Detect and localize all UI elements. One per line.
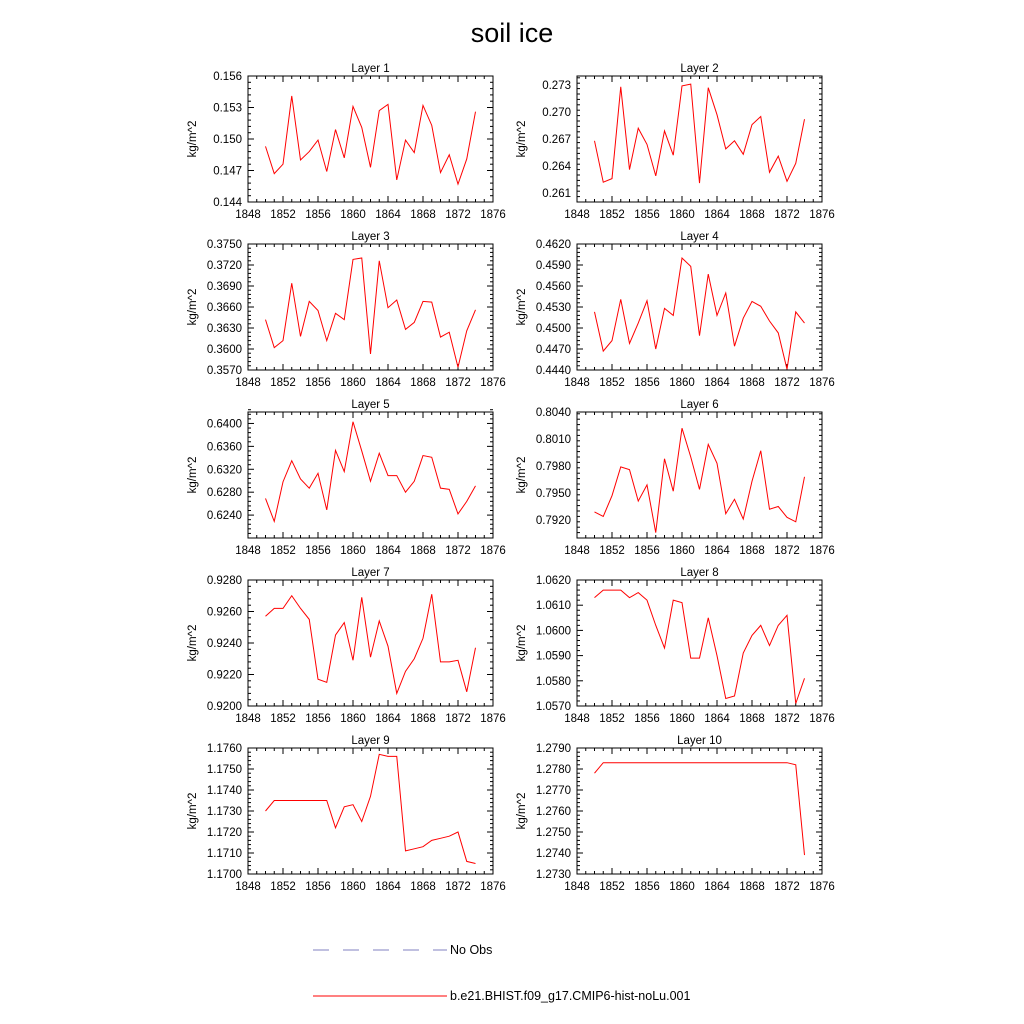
plot-frame — [248, 748, 493, 874]
x-tick-label: 1864 — [375, 713, 401, 725]
x-tick-label: 1856 — [305, 377, 331, 389]
y-tick-label: 0.156 — [213, 71, 242, 83]
panel-layer-8 — [516, 567, 835, 725]
x-tick-label: 1852 — [599, 713, 625, 725]
y-tick-label: 0.3690 — [206, 281, 242, 293]
y-tick-label: 0.273 — [542, 80, 571, 92]
x-tick-label: 1864 — [704, 209, 730, 221]
y-tick-label: 1.1760 — [206, 743, 242, 755]
x-tick-label: 1852 — [270, 377, 296, 389]
y-tick-label: 1.2760 — [535, 806, 571, 818]
panel-layer-9 — [187, 735, 506, 893]
series-line — [266, 594, 476, 693]
y-tick-label: 1.1700 — [206, 869, 242, 881]
y-tick-label: 0.9220 — [206, 669, 242, 682]
y-tick-label: 0.3660 — [206, 302, 242, 314]
x-tick-label: 1856 — [305, 209, 331, 221]
x-tick-label: 1852 — [599, 881, 625, 893]
y-tick-label: 0.144 — [213, 197, 242, 209]
y-tick-label: 1.1730 — [206, 806, 242, 818]
x-tick-label: 1852 — [599, 545, 625, 557]
x-tick-label: 1860 — [340, 377, 366, 389]
x-tick-label: 1848 — [564, 881, 590, 893]
x-tick-label: 1864 — [375, 377, 401, 389]
y-axis-label: kg/m^2 — [516, 456, 528, 494]
x-tick-label: 1860 — [340, 713, 366, 725]
x-tick-label: 1876 — [480, 545, 506, 557]
x-tick-label: 1876 — [809, 377, 835, 389]
y-tick-label: 1.1740 — [206, 785, 242, 797]
x-tick-label: 1872 — [445, 209, 471, 221]
x-tick-label: 1876 — [480, 713, 506, 725]
y-axis-label: kg/m^2 — [187, 120, 199, 158]
x-tick-label: 1872 — [445, 881, 471, 893]
x-tick-label: 1872 — [774, 377, 800, 389]
series-line — [595, 428, 805, 532]
y-tick-label: 1.1750 — [206, 764, 242, 776]
x-tick-label: 1860 — [340, 545, 366, 557]
y-axis-label: kg/m^2 — [516, 288, 528, 326]
x-tick-label: 1852 — [270, 209, 296, 221]
legend-entry-model — [313, 989, 690, 1003]
y-tick-label: 0.261 — [542, 188, 571, 200]
y-tick-label: 0.6400 — [206, 418, 242, 431]
x-tick-label: 1860 — [669, 545, 695, 557]
x-tick-label: 1868 — [410, 377, 436, 389]
y-tick-label: 0.9280 — [206, 575, 242, 587]
y-axis-label: kg/m^2 — [516, 120, 528, 158]
y-axis-label: kg/m^2 — [187, 624, 199, 662]
panel-grid — [187, 63, 835, 893]
x-tick-label: 1852 — [270, 713, 296, 725]
x-tick-label: 1876 — [809, 881, 835, 893]
y-tick-label: 0.3750 — [206, 239, 242, 251]
x-tick-label: 1868 — [410, 713, 436, 725]
y-tick-label: 0.7920 — [535, 515, 571, 527]
y-tick-label: 1.2730 — [535, 869, 571, 881]
x-tick-label: 1848 — [564, 209, 590, 221]
x-tick-label: 1864 — [704, 881, 730, 893]
x-tick-label: 1848 — [564, 377, 590, 389]
series-line — [595, 590, 805, 703]
x-tick-label: 1868 — [410, 881, 436, 893]
series-line — [595, 763, 805, 855]
x-tick-label: 1852 — [270, 545, 296, 557]
plot-frame — [248, 412, 493, 538]
y-tick-label: 1.0590 — [535, 650, 571, 663]
x-tick-label: 1876 — [480, 881, 506, 893]
x-tick-label: 1856 — [305, 713, 331, 725]
y-tick-label: 0.4560 — [535, 281, 571, 293]
panel-title: Layer 1 — [351, 63, 390, 75]
x-tick-label: 1864 — [704, 545, 730, 557]
x-tick-label: 1876 — [809, 545, 835, 557]
y-axis-label: kg/m^2 — [516, 624, 528, 662]
y-tick-label: 0.264 — [542, 161, 571, 173]
y-tick-label: 1.0600 — [535, 625, 571, 638]
series-line — [595, 84, 805, 183]
x-tick-label: 1856 — [634, 209, 660, 221]
y-tick-label: 0.6240 — [206, 510, 242, 523]
plot-frame — [577, 748, 822, 874]
panel-layer-2 — [516, 63, 835, 221]
x-tick-label: 1868 — [739, 545, 765, 557]
plot-frame — [248, 76, 493, 202]
x-tick-label: 1868 — [739, 377, 765, 389]
y-tick-label: 0.4530 — [535, 302, 571, 314]
y-tick-label: 0.8010 — [535, 434, 571, 446]
y-tick-label: 1.2780 — [535, 764, 571, 776]
y-tick-label: 1.2790 — [535, 743, 571, 755]
x-tick-label: 1872 — [774, 209, 800, 221]
panel-layer-1 — [187, 63, 506, 221]
panel-title: Layer 8 — [680, 567, 719, 579]
x-tick-label: 1848 — [235, 209, 261, 221]
x-tick-label: 1872 — [774, 545, 800, 557]
y-tick-label: 0.4500 — [535, 323, 571, 335]
x-tick-label: 1868 — [739, 881, 765, 893]
x-tick-label: 1864 — [375, 545, 401, 557]
x-tick-label: 1856 — [634, 713, 660, 725]
y-tick-label: 0.7950 — [535, 488, 571, 500]
series-line — [266, 754, 476, 863]
y-tick-label: 0.4440 — [535, 365, 571, 377]
x-tick-label: 1860 — [669, 377, 695, 389]
y-axis-label: kg/m^2 — [187, 456, 199, 494]
x-tick-label: 1872 — [774, 713, 800, 725]
x-tick-label: 1864 — [375, 209, 401, 221]
y-tick-label: 0.9260 — [206, 606, 242, 619]
y-tick-label: 0.3570 — [206, 365, 242, 377]
y-tick-label: 1.1720 — [206, 827, 242, 839]
x-tick-label: 1876 — [809, 209, 835, 221]
y-tick-label: 0.150 — [213, 134, 242, 146]
panel-layer-5 — [187, 399, 506, 557]
x-tick-label: 1868 — [739, 713, 765, 725]
y-axis-label: kg/m^2 — [187, 792, 199, 830]
y-tick-label: 0.6280 — [206, 487, 242, 500]
plot-frame — [248, 580, 493, 706]
panel-layer-3 — [187, 231, 506, 389]
x-tick-label: 1856 — [305, 881, 331, 893]
x-tick-label: 1876 — [480, 209, 506, 221]
y-tick-label: 0.9200 — [206, 701, 242, 713]
panel-title: Layer 4 — [680, 231, 719, 243]
legend-label: b.e21.BHIST.f09_g17.CMIP6-hist-noLu.001 — [450, 989, 691, 1003]
y-tick-label: 1.0610 — [535, 600, 571, 613]
legend — [313, 943, 690, 1003]
panel-layer-10 — [516, 735, 835, 893]
series-line — [595, 258, 805, 369]
x-tick-label: 1860 — [340, 881, 366, 893]
x-tick-label: 1848 — [235, 881, 261, 893]
x-tick-label: 1868 — [739, 209, 765, 221]
x-tick-label: 1872 — [445, 545, 471, 557]
y-tick-label: 0.6320 — [206, 464, 242, 477]
y-tick-label: 0.4470 — [535, 344, 571, 356]
x-tick-label: 1856 — [634, 545, 660, 557]
y-tick-label: 1.1710 — [206, 848, 242, 860]
x-tick-label: 1848 — [235, 377, 261, 389]
x-tick-label: 1852 — [599, 377, 625, 389]
x-tick-label: 1872 — [445, 377, 471, 389]
y-tick-label: 0.8040 — [535, 407, 571, 419]
x-tick-label: 1868 — [410, 209, 436, 221]
y-tick-label: 1.2770 — [535, 785, 571, 797]
y-tick-label: 0.3630 — [206, 323, 242, 335]
x-tick-label: 1856 — [305, 545, 331, 557]
panel-layer-4 — [516, 231, 835, 389]
x-tick-label: 1868 — [410, 545, 436, 557]
x-tick-label: 1860 — [669, 881, 695, 893]
legend-label: No Obs — [450, 943, 493, 957]
y-tick-label: 1.0580 — [535, 675, 571, 688]
x-tick-label: 1876 — [480, 377, 506, 389]
legend-entry-no-obs — [313, 943, 492, 957]
panel-title: Layer 5 — [351, 399, 390, 411]
panel-title: Layer 3 — [351, 231, 390, 243]
y-tick-label: 1.0570 — [535, 701, 571, 713]
y-tick-label: 0.7980 — [535, 461, 571, 473]
x-tick-label: 1864 — [375, 881, 401, 893]
plot-frame — [577, 580, 822, 706]
y-tick-label: 0.267 — [542, 134, 571, 146]
x-tick-label: 1872 — [774, 881, 800, 893]
x-tick-label: 1848 — [235, 545, 261, 557]
series-line — [266, 422, 476, 522]
plot-frame — [577, 412, 822, 538]
y-axis-label: kg/m^2 — [516, 792, 528, 830]
x-tick-label: 1860 — [669, 713, 695, 725]
y-tick-label: 0.270 — [542, 107, 571, 119]
series-line — [266, 96, 476, 184]
x-tick-label: 1872 — [445, 713, 471, 725]
y-axis-label: kg/m^2 — [187, 288, 199, 326]
y-tick-label: 0.6360 — [206, 441, 242, 454]
x-tick-label: 1848 — [564, 713, 590, 725]
y-tick-label: 0.3720 — [206, 260, 242, 272]
y-tick-label: 0.147 — [213, 165, 242, 178]
x-tick-label: 1860 — [669, 209, 695, 221]
y-tick-label: 0.4590 — [535, 260, 571, 272]
panel-title: Layer 6 — [680, 399, 719, 411]
y-tick-label: 0.4620 — [535, 239, 571, 251]
y-tick-label: 0.3600 — [206, 344, 242, 356]
x-tick-label: 1848 — [235, 713, 261, 725]
y-tick-label: 1.0620 — [535, 575, 571, 587]
series-line — [266, 258, 476, 367]
x-tick-label: 1852 — [270, 881, 296, 893]
x-tick-label: 1864 — [704, 377, 730, 389]
panel-title: Layer 2 — [680, 63, 719, 75]
x-tick-label: 1876 — [809, 713, 835, 725]
plot-frame — [577, 244, 822, 370]
y-tick-label: 1.2750 — [535, 827, 571, 839]
x-tick-label: 1856 — [634, 377, 660, 389]
y-tick-label: 0.153 — [213, 102, 242, 115]
panel-title: Layer 10 — [677, 735, 722, 747]
panel-layer-6 — [516, 399, 835, 557]
panel-layer-7 — [187, 567, 506, 725]
figure-title: soil ice — [470, 18, 554, 48]
x-tick-label: 1848 — [564, 545, 590, 557]
x-tick-label: 1860 — [340, 209, 366, 221]
x-tick-label: 1856 — [634, 881, 660, 893]
y-tick-label: 1.2740 — [535, 848, 571, 860]
y-tick-label: 0.9240 — [206, 638, 242, 650]
panel-title: Layer 9 — [351, 735, 390, 747]
x-tick-label: 1864 — [704, 713, 730, 725]
panel-title: Layer 7 — [351, 567, 390, 579]
x-tick-label: 1852 — [599, 209, 625, 221]
